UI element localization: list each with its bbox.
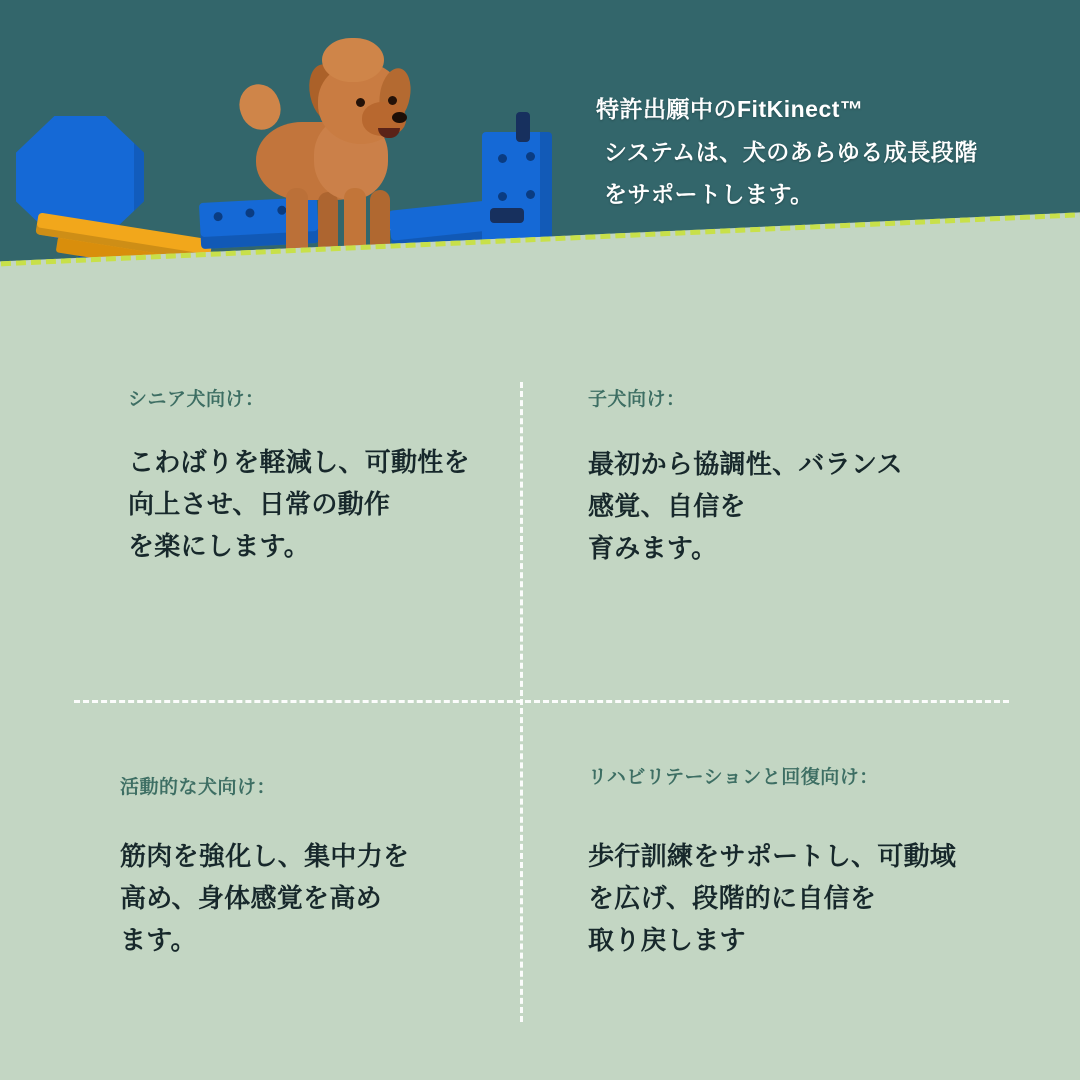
hero-headline (596, 88, 1026, 216)
benefit-cell-active (120, 772, 500, 961)
dog-eye-shape (356, 98, 365, 107)
benefit-label-puppy: 子犬向け： (588, 389, 686, 410)
benefit-body-senior-line-3: を楽にします。 (128, 531, 311, 562)
benefit-body-active-line-3: ます。 (120, 925, 197, 956)
benefit-body-active (120, 835, 500, 961)
hero-headline-line-2: システムは、犬のあらゆる成長段階 (604, 138, 978, 165)
benefit-body-rehab-line-1: 歩行訓練をサポートし、可動域 (588, 841, 957, 871)
benefit-body-active-line-1: 筋肉を強化し、集中力を (120, 841, 410, 871)
benefit-label-rehab: リハビリテーションと回復向け： (588, 767, 879, 788)
benefit-body-puppy (588, 443, 968, 569)
benefit-body-rehab-line-3: 取り戻します (588, 925, 746, 956)
benefit-body-senior (128, 441, 498, 567)
benefit-body-puppy-line-2: 感覚、自信を (588, 491, 746, 522)
benefit-cell-puppy (588, 384, 968, 569)
benefit-body-active-line-2: 高め、身体感覚を高め (120, 883, 382, 914)
hero-headline-line-3: をサポートします。 (604, 181, 814, 208)
benefit-body-puppy-line-1: 最初から協調性、バランス (588, 449, 903, 479)
black-peg-side-shape (490, 208, 524, 223)
dog-topknot-shape (322, 38, 384, 82)
black-peg-shape (516, 112, 530, 142)
benefits-grid (0, 322, 1080, 1080)
benefit-cell-rehab (588, 762, 988, 961)
benefit-body-puppy-line-3: 育みます。 (588, 533, 718, 564)
benefit-body-rehab (588, 835, 988, 961)
benefit-body-senior-line-2: 向上させ、日常の動作 (128, 489, 391, 520)
hero-banner (0, 0, 1080, 322)
benefit-body-rehab-line-2: を広げ、段階的に自信を (588, 883, 877, 914)
benefit-label-senior: シニア犬向け： (128, 389, 265, 410)
dog-eye-shape (388, 96, 397, 105)
hero-headline-line-1: 特許出願中のFitKinect™ (596, 96, 864, 122)
grid-horizontal-divider (74, 700, 1009, 703)
dog-illustration (222, 24, 422, 274)
dog-nose-shape (392, 112, 407, 123)
benefit-cell-senior (128, 384, 498, 567)
benefit-label-active: 活動的な犬向け： (120, 777, 277, 798)
benefit-body-senior-line-1: こわばりを軽減し、可動性を (128, 447, 470, 477)
